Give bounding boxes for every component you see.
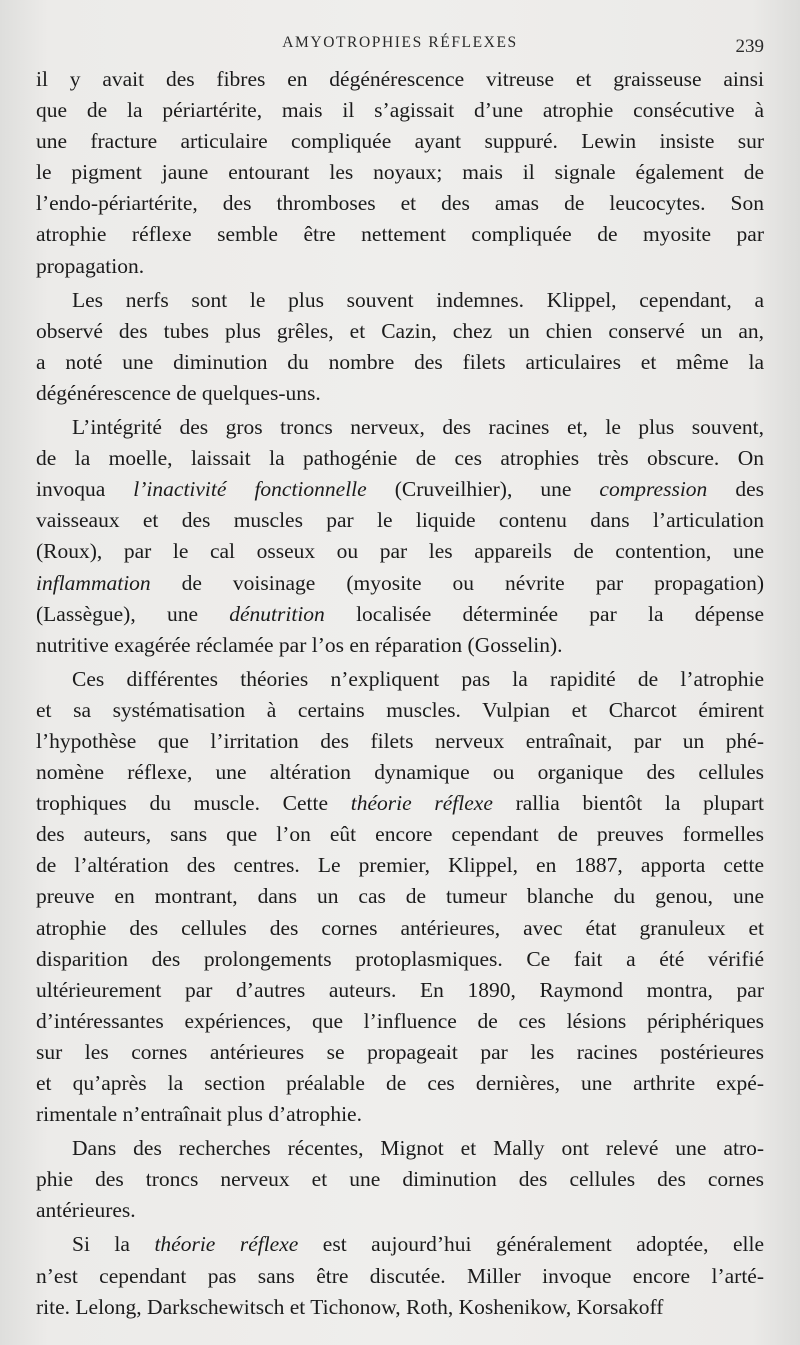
text-line — [36, 443, 764, 474]
text-run: propagation. — [36, 253, 145, 278]
text-run: l’hypothèse que l’irritation des filets nerveux entraînait, par un phé- — [36, 728, 764, 753]
text-line — [36, 819, 764, 850]
text-run: et qu’après la section préalable de ces dernières, une arthrite expé- — [36, 1071, 764, 1095]
text-run: de voisinage (myosite ou névrite par propagation) — [150, 570, 764, 595]
italic-term: théorie réflexe — [154, 1232, 299, 1257]
text-run: preuve en montrant, dans un cas de tumeur blanche du genou, une — [36, 884, 764, 909]
text-line — [36, 1261, 764, 1292]
text-line — [36, 1292, 764, 1323]
text-line — [36, 64, 764, 95]
text-run: atrophie réflexe semble être nettement compliquée de myosite par — [36, 222, 764, 247]
text-line — [36, 757, 764, 788]
text-line — [36, 1037, 764, 1068]
text-run: (Lassègue), une — [36, 601, 230, 626]
text-line — [36, 726, 764, 757]
text-line — [36, 219, 764, 250]
text-line — [36, 316, 764, 347]
text-run: n’est cependant pas sans être discutée. Miller invoque encore l’arté- — [36, 1263, 764, 1288]
text-line — [36, 536, 764, 567]
paragraph — [36, 412, 764, 661]
text-line — [36, 285, 764, 316]
paragraph — [36, 1229, 764, 1322]
text-line — [36, 913, 764, 944]
text-run: a noté une diminution du nombre des filets articulaires et même la — [36, 349, 764, 374]
text-run: atrophie des cellules des cornes antérieures, avec état granuleux et — [36, 915, 764, 940]
text-run: nutritive exagérée réclamée par l’os en réparation (Gosselin). — [36, 632, 563, 657]
text-run: antérieures. — [36, 1198, 136, 1223]
paragraph — [36, 285, 764, 409]
text-run: le pigment jaune entourant les noyaux; mais il signale également de — [36, 160, 764, 185]
text-run: phie des troncs nerveux et une diminution des cellules des cornes — [36, 1167, 764, 1192]
text-line — [36, 630, 764, 661]
text-run: localisée déterminée par la dépense — [324, 601, 764, 626]
text-line — [36, 944, 764, 975]
text-run: d’intéressantes expériences, que l’influence de ces lésions périphériques — [36, 1008, 764, 1033]
text-line — [36, 251, 764, 282]
text-run: une fracture articulaire compliquée ayant suppuré. Lewin insiste sur — [36, 129, 764, 154]
text-line — [36, 347, 764, 378]
text-line — [36, 505, 764, 536]
text-line — [36, 1195, 764, 1226]
running-head — [0, 32, 800, 56]
text-line — [36, 695, 764, 726]
running-title: AMYOTROPHIES RÉFLEXES — [282, 34, 518, 51]
text-run: Les nerfs sont le plus souvent indemnes. Klippel, cependant, a — [72, 287, 764, 312]
text-run: Dans des recherches récentes, Mignot et Mally ont relevé une atro- — [72, 1136, 764, 1161]
text-line — [36, 95, 764, 126]
text-run: des — [707, 477, 764, 502]
text-run: dégénérescence de quelques-uns. — [36, 380, 321, 405]
text-line — [36, 975, 764, 1006]
text-run: disparition des prolongements protoplasmiques. Ce fait a été vérifié — [36, 946, 764, 971]
text-run: est aujourd’hui généralement adoptée, elle — [298, 1232, 764, 1257]
text-line — [36, 1164, 764, 1195]
text-line — [36, 378, 764, 409]
text-run: Ces différentes théories n’expliquent pas la rapidité de l’atrophie — [72, 666, 764, 691]
text-run: L’intégrité des gros troncs nerveux, des racines et, le plus souvent, — [72, 415, 764, 440]
text-line — [36, 568, 764, 599]
text-line — [36, 850, 764, 881]
text-line — [36, 881, 764, 912]
text-run: trophiques du muscle. Cette — [36, 791, 351, 816]
italic-term: compression — [599, 477, 708, 502]
text-line — [36, 1068, 764, 1099]
paragraph — [36, 664, 764, 1130]
paragraph — [36, 64, 764, 282]
text-line — [36, 188, 764, 219]
text-line — [36, 1099, 764, 1130]
text-line — [36, 412, 764, 443]
text-run: observé des tubes plus grêles, et Cazin, chez un chien conservé un an, — [36, 318, 764, 343]
text-run: des auteurs, sans que l’on eût encore cependant de preuves formelles — [36, 822, 764, 847]
text-line — [36, 157, 764, 188]
text-run: (Cruveilhier), une — [366, 477, 600, 502]
text-line — [36, 664, 764, 695]
text-run: Si la — [72, 1232, 155, 1257]
text-line — [36, 1229, 764, 1260]
text-run: rallia bientôt la plupart — [492, 791, 764, 816]
paragraph — [36, 1133, 764, 1226]
text-line — [36, 599, 764, 630]
text-line — [36, 126, 764, 157]
text-run: que de la périartérite, mais il s’agissait d’une atrophie consécutive à — [36, 98, 764, 123]
text-run: nomène réflexe, une altération dynamique ou organique des cellules — [36, 760, 764, 785]
body-text — [36, 64, 764, 1326]
text-run: vaisseaux et des muscles par le liquide contenu dans l’articulation — [36, 508, 764, 533]
text-run: rite. Lelong, Darkschewitsch et Tichonow, Roth, Koshenikow, Korsakoff — [36, 1294, 664, 1319]
text-line — [36, 1133, 764, 1164]
italic-term: inflammation — [36, 570, 151, 595]
page-number: 239 — [735, 36, 764, 57]
text-line — [36, 474, 764, 505]
text-run: de la moelle, laissait la pathogénie de ces atrophies très obscure. On — [36, 446, 764, 471]
italic-term: dénutrition — [229, 601, 325, 626]
text-run: l’endo-périartérite, des thromboses et des amas de leucocytes. Son — [36, 191, 764, 216]
text-run: de l’altération des centres. Le premier, Klippel, en 1887, apporta cette — [36, 853, 764, 878]
text-run: (Roux), par le cal osseux ou par les appareils de contention, une — [36, 539, 764, 564]
text-run: invoqua — [36, 477, 134, 502]
italic-term: théorie réflexe — [350, 791, 493, 816]
text-run: il y avait des fibres en dégénérescence vitreuse et graisseuse ainsi — [36, 67, 764, 91]
text-line — [36, 788, 764, 819]
italic-term: l’inactivité fonctionnelle — [133, 477, 367, 502]
text-line — [36, 1006, 764, 1037]
text-run: et sa systématisation à certains muscles. Vulpian et Charcot émirent — [36, 697, 764, 722]
text-run: ultérieurement par d’autres auteurs. En 1890, Raymond montra, par — [36, 977, 764, 1002]
text-run: rimentale n’entraînait plus d’atrophie. — [36, 1102, 362, 1127]
text-run: sur les cornes antérieures se propageait par les racines postérieures — [36, 1039, 764, 1064]
